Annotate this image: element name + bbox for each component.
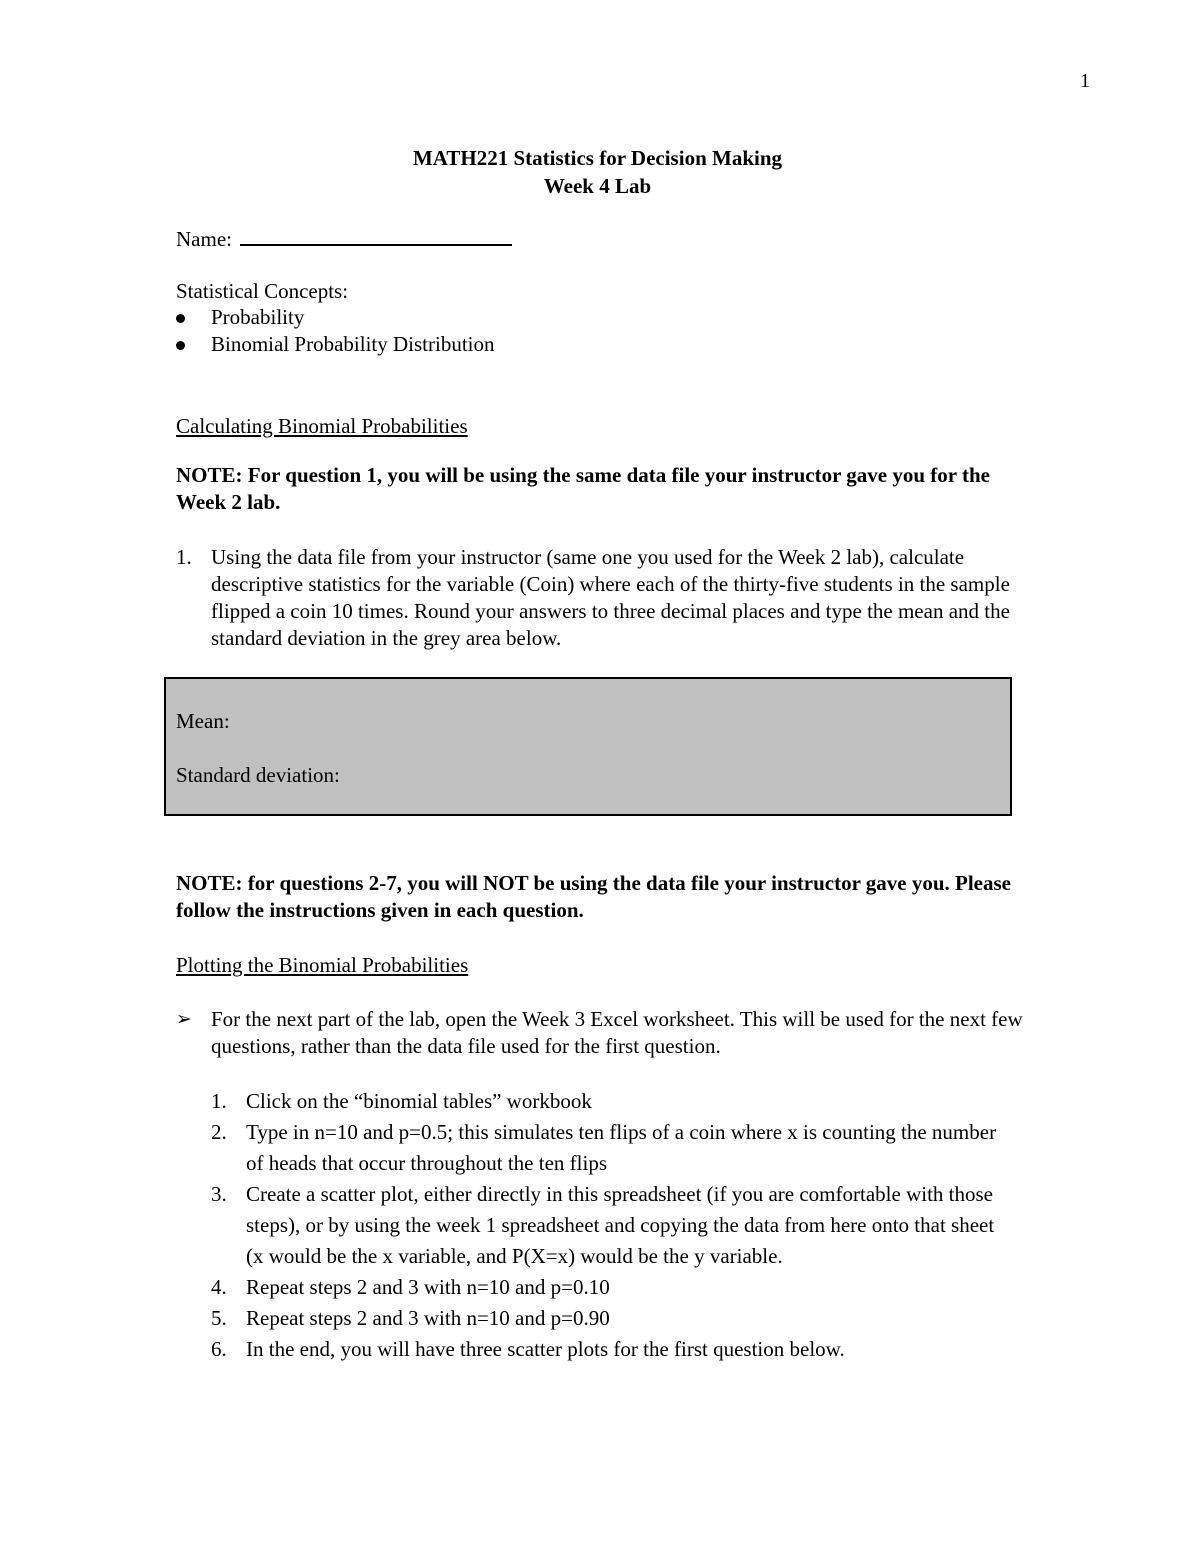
section-heading-plotting: Plotting the Binomial Probabilities (176, 953, 469, 977)
question-text: Using the data file from your instructor (same one you used for the Week 2 lab), calculate descriptive statistics for the variable (Coin) where each of the thirty-five students in the sample flipped a coin 10 times. Round your answers to three decimal places and type the mean and the standard deviation in the grey area below. (211, 545, 1010, 650)
list-item (211, 1179, 1011, 1272)
mean-label: Mean: (176, 709, 230, 733)
arrow-bullet-icon: ➢ (176, 1008, 192, 1030)
list-item (211, 1086, 1011, 1117)
step-number: 2. (211, 1120, 227, 1144)
bullet-icon (176, 341, 185, 350)
answer-box[interactable] (164, 677, 1012, 816)
step-text: Click on the “binomial tables” workbook (246, 1089, 592, 1113)
list-item (211, 1303, 1011, 1334)
document-title-block (0, 144, 1195, 200)
concepts-heading: Statistical Concepts: (176, 279, 349, 303)
intro-text: For the next part of the lab, open the Week 3 Excel worksheet. This will be used for the next few questions, rather than the data file used for the first question. (211, 1007, 1023, 1058)
step-number: 1. (211, 1089, 227, 1113)
step-text: Repeat steps 2 and 3 with n=10 and p=0.10 (246, 1275, 610, 1299)
step-number: 3. (211, 1182, 227, 1206)
list-item (176, 331, 495, 358)
note-questions-2-7: NOTE: for questions 2-7, you will NOT be using the data file your instructor gave you. Please follow the instructions given in each question. (176, 871, 1011, 922)
course-title: MATH221 Statistics for Decision Making (412, 146, 783, 170)
list-item (211, 1117, 1011, 1179)
bullet-icon (176, 314, 185, 323)
concept-label: Binomial Probability Distribution (211, 332, 495, 356)
name-label: Name: (176, 227, 232, 251)
steps-list (211, 1086, 1011, 1365)
note-question-1: NOTE: For question 1, you will be using the same data file your instructor gave you for the Week 2 lab. (176, 463, 990, 514)
step-text: Type in n=10 and p=0.5; this simulates ten flips of a coin where x is counting the number of heads that occur throughout the ten flips (246, 1120, 997, 1175)
standard-deviation-label: Standard deviation: (176, 763, 340, 787)
step-number: 4. (211, 1275, 227, 1299)
list-item (211, 1334, 1011, 1365)
page-number: 1 (1080, 70, 1090, 92)
question-number: 1. (176, 545, 192, 569)
lab-title: Week 4 Lab (543, 174, 652, 198)
step-number: 5. (211, 1306, 227, 1330)
list-item (211, 1272, 1011, 1303)
step-text: Create a scatter plot, either directly in this spreadsheet (if you are comfortable with those steps), or by using the week 1 spreadsheet and copying the data from here onto that sheet (x would be the x variable, and P(X=x) would be the y variable. (246, 1182, 995, 1268)
section-heading-calculating: Calculating Binomial Probabilities (176, 414, 468, 438)
name-field (176, 224, 512, 252)
question-1 (176, 544, 1026, 652)
step-number: 6. (211, 1337, 227, 1361)
concept-label: Probability (211, 305, 305, 329)
list-item (176, 304, 495, 331)
step-text: Repeat steps 2 and 3 with n=10 and p=0.90 (246, 1306, 610, 1330)
instructions-intro (176, 1006, 1036, 1060)
name-blank-line[interactable] (240, 224, 512, 246)
concepts-list (176, 304, 495, 358)
step-text: In the end, you will have three scatter plots for the first question below. (246, 1337, 845, 1361)
